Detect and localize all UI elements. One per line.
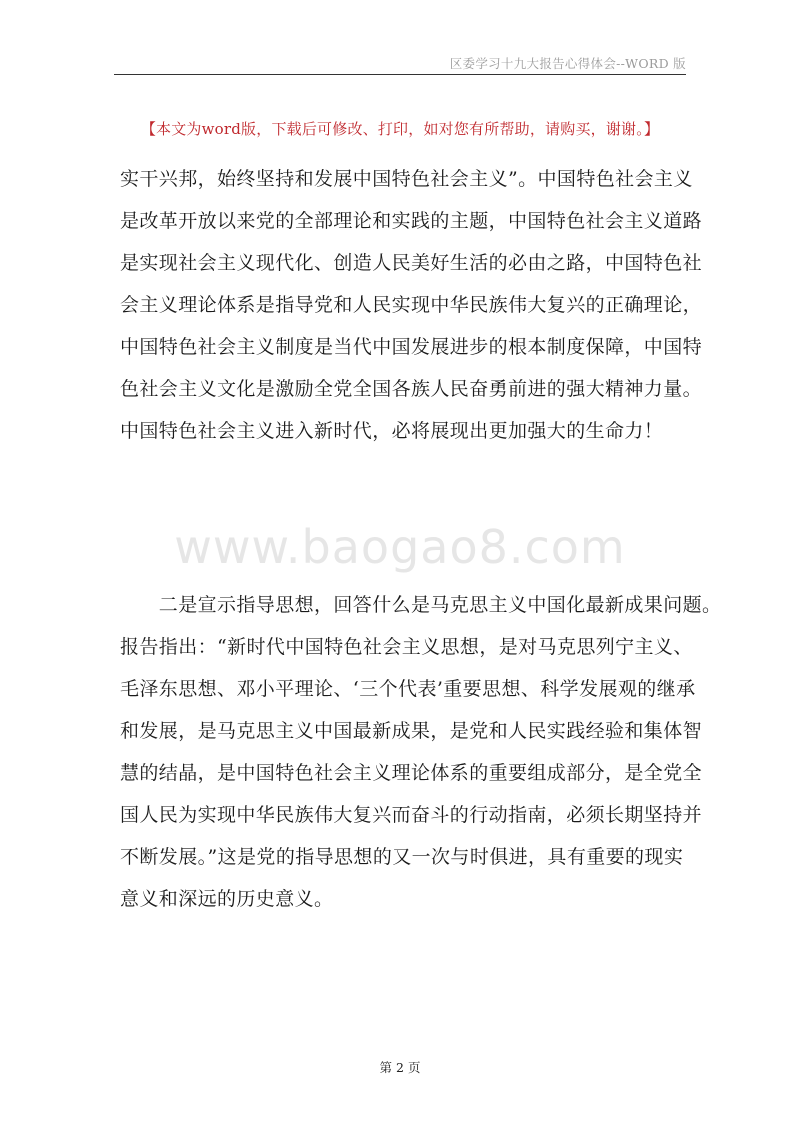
- paragraph-line: 国人民为实现中华民族伟大复兴而奋斗的行动指南，必须长期坚持并: [120, 804, 703, 826]
- paragraph-line: 二是宣示指导思想，回答什么是马克思主义中国化最新成果问题。: [120, 594, 722, 616]
- paragraph-line: 和发展，是马克思主义中国最新成果，是党和人民实践经验和集体智: [120, 720, 703, 742]
- paragraph-line: 色社会主义文化是激励全党全国各族人民奋勇前进的强大精神力量。: [120, 378, 703, 400]
- paragraph-line: 会主义理论体系是指导党和人民实现中华民族伟大复兴的正确理论，: [120, 294, 703, 316]
- paragraph-line: 毛泽东思想、邓小平理论、‘三个代表’重要思想、科学发展观的继承: [120, 678, 696, 700]
- paragraph-line: 实干兴邦，始终坚持和发展中国特色社会主义”。中国特色社会主义: [120, 168, 693, 190]
- site-watermark: www.baogao8.com: [174, 520, 626, 574]
- paragraph-2: [120, 584, 722, 920]
- page-number: 第 2 页: [379, 1060, 421, 1075]
- paragraph-line: 中国特色社会主义制度是当代中国发展进步的根本制度保障，中国特: [120, 336, 703, 358]
- paragraph-line: 中国特色社会主义进入新时代，必将展现出更加强大的生命力！: [120, 420, 664, 442]
- paragraph-line: 报告指出：“新时代中国特色社会主义思想，是对马克思列宁主义、: [120, 636, 693, 658]
- download-notice: 【本文为word版，下载后可修改、打印，如对您有所帮助，请购买，谢谢。】: [140, 120, 660, 138]
- paragraph-line: 慧的结晶，是中国特色社会主义理论体系的重要组成部分，是全党全: [120, 762, 703, 784]
- paragraph-line: 意义和深远的历史意义。: [120, 888, 334, 910]
- page-header-title: 区委学习十九大报告心得体会--WORD 版: [449, 56, 686, 71]
- paragraph-line: 是实现社会主义现代化、创造人民美好生活的必由之路，中国特色社: [120, 252, 703, 274]
- paragraph-line: 不断发展。”这是党的指导思想的又一次与时俱进，具有重要的现实: [120, 846, 684, 868]
- header-divider: [114, 74, 686, 75]
- paragraph-line: 是改革开放以来党的全部理论和实践的主题，中国特色社会主义道路: [120, 210, 703, 232]
- paragraph-1: [120, 158, 703, 452]
